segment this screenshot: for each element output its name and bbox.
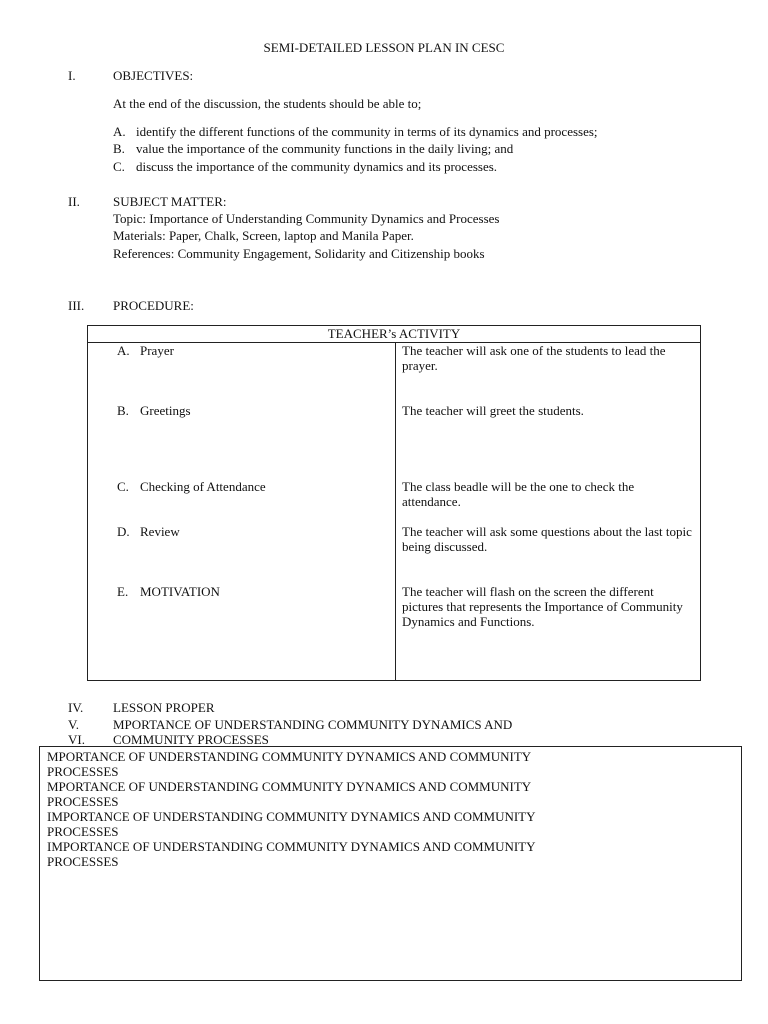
- lesson-line: IMPORTANCE OF UNDERSTANDING COMMUNITY DYNAMICS AND COMMUNITY PROCESSES: [47, 809, 536, 839]
- teacher-activity: The teacher will greet the students.: [402, 403, 584, 418]
- step-letter: C.: [117, 479, 129, 494]
- procedure-number: III.: [68, 298, 85, 313]
- table-column-divider: [395, 342, 396, 680]
- step-letter: A.: [117, 343, 130, 358]
- subject-matter-number: II.: [68, 194, 80, 209]
- teacher-activity: The class beadle will be the one to check the attendance.: [402, 479, 635, 509]
- step-letter: D.: [117, 524, 130, 539]
- objective-letter: A.: [113, 124, 126, 139]
- procedure-heading: PROCEDURE:: [113, 298, 194, 313]
- objective-text: value the importance of the community functions in the daily living; and: [136, 141, 514, 156]
- objectives-number: I.: [68, 68, 76, 83]
- section-v-heading: MPORTANCE OF UNDERSTANDING COMMUNITY DYNAMICS AND: [113, 717, 513, 732]
- subject-references: References: Community Engagement, Solidarity and Citizenship books: [113, 246, 485, 261]
- objective-text: identify the different functions of the community in terms of its dynamics and processes;: [136, 124, 598, 139]
- section-vi-heading: COMMUNITY PROCESSES: [113, 732, 269, 747]
- teacher-activity: The teacher will ask one of the students to lead the prayer.: [402, 343, 666, 373]
- step-label: Review: [140, 524, 180, 539]
- lesson-line: MPORTANCE OF UNDERSTANDING COMMUNITY DYNAMICS AND COMMUNITY PROCESSES: [47, 779, 531, 809]
- procedure-step: [117, 479, 266, 494]
- step-label: Prayer: [140, 343, 174, 358]
- table-header: TEACHER’s ACTIVITY: [88, 326, 700, 343]
- lesson-line: IMPORTANCE OF UNDERSTANDING COMMUNITY DYNAMICS AND COMMUNITY PROCESSES: [47, 839, 536, 869]
- subject-materials: Materials: Paper, Chalk, Screen, laptop and Manila Paper.: [113, 228, 414, 243]
- step-label: MOTIVATION: [140, 584, 220, 599]
- step-letter: B.: [117, 403, 129, 418]
- procedure-step: [117, 343, 174, 358]
- procedure-step: [117, 584, 220, 599]
- subject-matter-heading: SUBJECT MATTER:: [113, 194, 227, 209]
- objective-letter: C.: [113, 159, 125, 174]
- section-v-number: V.: [68, 717, 79, 732]
- step-letter: E.: [117, 584, 129, 599]
- page-title: SEMI-DETAILED LESSON PLAN IN CESC: [263, 40, 505, 55]
- teacher-activity: The teacher will ask some questions about the last topic being discussed.: [402, 524, 692, 554]
- objective-text: discuss the importance of the community dynamics and its processes.: [136, 159, 498, 174]
- lesson-line: MPORTANCE OF UNDERSTANDING COMMUNITY DYNAMICS AND COMMUNITY PROCESSES: [47, 749, 531, 779]
- section-vi-number: VI.: [68, 732, 85, 747]
- objectives-intro: At the end of the discussion, the students should be able to;: [113, 96, 422, 111]
- step-label: Checking of Attendance: [140, 479, 266, 494]
- step-label: Greetings: [140, 403, 191, 418]
- objectives-heading: OBJECTIVES:: [113, 68, 194, 83]
- lesson-proper-heading: LESSON PROPER: [113, 700, 215, 715]
- lesson-content-box: [39, 746, 742, 981]
- procedure-table: [87, 325, 701, 681]
- objective-letter: B.: [113, 141, 125, 156]
- procedure-step: [117, 403, 191, 418]
- teacher-activity: The teacher will flash on the screen the different pictures that represents the Importance of Community Dynamics and Functions.: [402, 584, 683, 629]
- lesson-proper-number: IV.: [68, 700, 84, 715]
- procedure-step: [117, 524, 180, 539]
- subject-topic: Topic: Importance of Understanding Community Dynamics and Processes: [113, 211, 500, 226]
